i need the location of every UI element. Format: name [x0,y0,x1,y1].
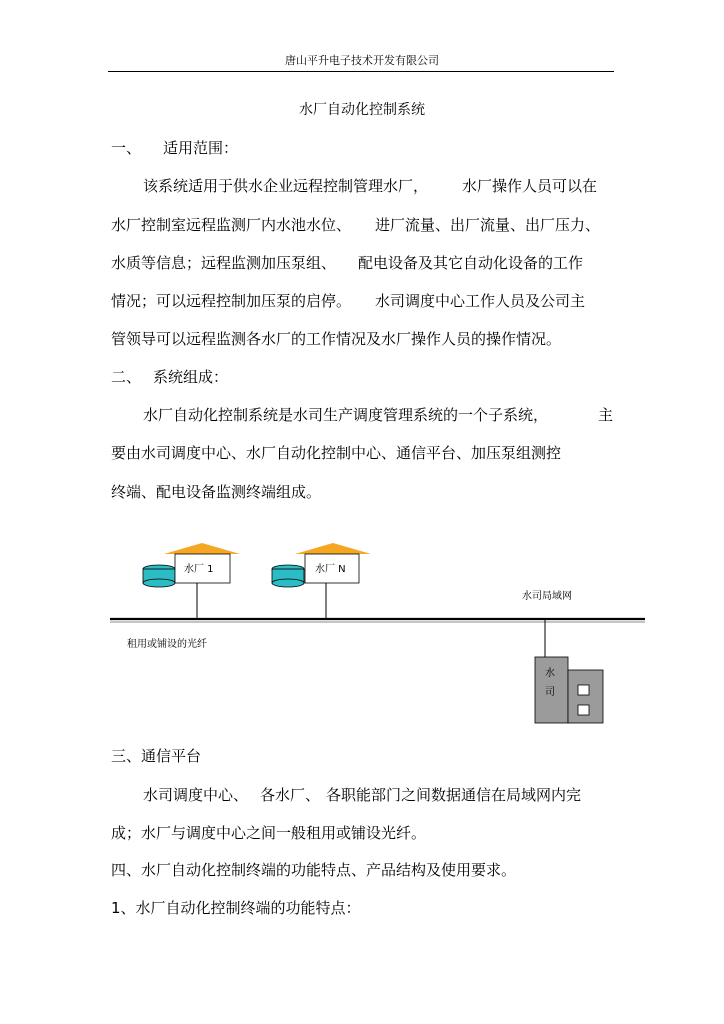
roof-icon [295,543,371,554]
document-title: 水厂自动化控制系统 [299,102,425,118]
section1-line: 配电设备及其它自动化设备的工作 [358,254,584,272]
plant1-label: 水厂 1 [184,564,214,575]
section1-line: 水厂控制室远程监测厂内水池水位、 [111,216,352,234]
section2-line: 水厂自动化控制系统是水司生产调度管理系统的一个子系统， [143,406,549,424]
roof-icon [164,543,240,554]
section3-line: 水司调度中心、 [143,786,249,804]
fiber-label: 租用或铺设的光纤 [127,639,207,650]
section3-heading: 三、通信平台 [111,747,202,765]
water-plant-n [272,543,371,619]
section1-line: 进厂流量、出厂流量、出厂压力、 [375,216,601,234]
header-divider [108,71,614,72]
section1-line: 该系统适用于供水企业远程控制管理水厂， [143,177,429,195]
section1-line: 管领导可以远程监测各水厂的工作情况及水厂操作人员的操作情况。 [111,330,562,348]
section4-sub1: 1、水厂自动化控制终端的功能特点： [111,899,361,917]
section1-heading: 适用范围： [163,139,239,157]
water-tank-base [272,579,304,587]
section1-line: 水质等信息；远程监测加压泵组、 [111,254,337,272]
water-company [535,619,603,723]
window-icon [578,705,589,715]
section1-number: 一、 [111,139,142,157]
section3-line: 成；水厂与调度中心之间一般租用或铺设光纤。 [111,824,427,842]
section2-line: 要由水司调度中心、水厂自动化控制中心、通信平台、加压泵组测控 [111,444,562,462]
page-header: 唐山平升电子技术开发有限公司 [285,54,439,67]
water-tank-base [143,579,175,587]
network-diagram [0,530,724,730]
section2-number: 二、 [111,368,142,386]
company-char-1: 水 [545,668,555,679]
section3-line: 各水厂、 [260,786,321,804]
company-char-2: 司 [545,687,555,698]
window-icon [578,685,589,695]
section2-line: 终端、配电设备监测终端组成。 [111,483,322,501]
section3-line: 各职能部门之间数据通信在局域网内完 [326,786,582,804]
section1-line: 情况；可以远程控制加压泵的启停。 [111,292,352,310]
plantN-label: 水厂 N [315,564,346,575]
section1-line: 水司调度中心工作人员及公司主 [375,292,586,310]
section4-heading: 四、水厂自动化控制终端的功能特点、产品结构及使用要求。 [111,861,517,879]
water-plant-1 [143,543,240,619]
section1-line: 水厂操作人员可以在 [462,177,598,195]
section2-line: 主 [598,406,614,424]
section2-heading: 系统组成： [153,368,229,386]
lan-label: 水司局域网 [522,591,572,602]
